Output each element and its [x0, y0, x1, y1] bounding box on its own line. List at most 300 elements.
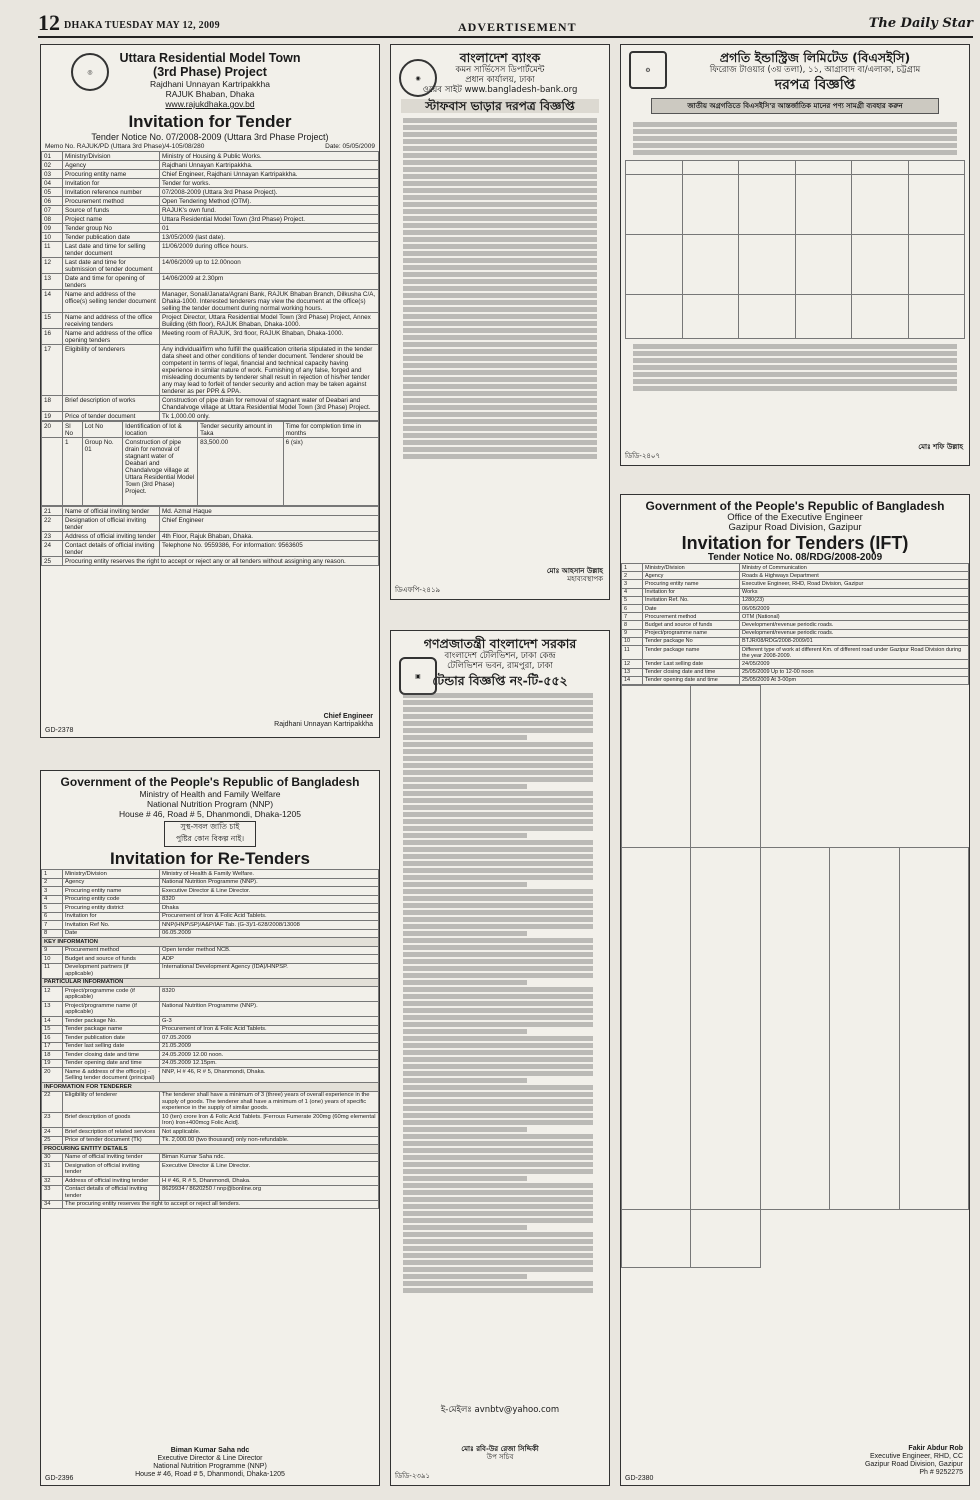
row-value: Works [740, 588, 969, 596]
gd-number: ডিডি-২৩৯১ [395, 1472, 431, 1480]
row-number: 23 [42, 532, 63, 541]
row-value: Executive Director & Line Director. [160, 887, 379, 896]
row-number: 03 [42, 170, 63, 179]
row-label: Price of tender document [63, 412, 160, 421]
table-row [42, 233, 379, 242]
table-row [42, 516, 379, 532]
row-label: Agency [63, 878, 160, 887]
row-label: Project/programme name (if applicable) [63, 1002, 160, 1017]
row-number: 14 [42, 1017, 63, 1026]
row-number: 16 [42, 1034, 63, 1043]
row-number: 20 [42, 1068, 63, 1083]
text-line [403, 798, 593, 803]
row-label: Budget and source of funds [63, 955, 160, 964]
gd-number: ডিএফপি-২৪১৯ [395, 586, 441, 594]
row-value: 11/06/2009 during office hours. [160, 242, 379, 258]
address: House # 46, Road # 5, Dhanmondi, Dhaka-1205 [119, 809, 301, 819]
row-number: 13 [42, 274, 63, 290]
org-address: RAJUK Bhaban, Dhaka [165, 89, 255, 99]
btv-tender-ad [390, 630, 610, 1486]
row-number: 01 [42, 152, 63, 161]
table-row [42, 215, 379, 224]
row-value: Ministry of Housing & Public Works. [160, 152, 379, 161]
row-label: Invitation Ref. No. [643, 596, 740, 604]
row-value: Not applicable. [160, 1128, 379, 1137]
text-line [403, 833, 527, 838]
table-row [42, 541, 379, 557]
text-line [403, 952, 593, 957]
table-row [622, 668, 969, 676]
row-number: 3 [42, 887, 63, 896]
row-value: International Development Agency (IDA)/HNPSP. [160, 963, 379, 978]
text-line [403, 847, 593, 852]
text-line [403, 707, 593, 712]
ad-title: বাংলাদেশ ব্যাংক [459, 50, 541, 65]
text-line [403, 1008, 593, 1013]
page-number: 12 [38, 10, 60, 35]
row-value: 07.05.2009 [160, 1034, 379, 1043]
row-number: 3 [622, 580, 643, 588]
text-line [403, 1022, 593, 1027]
signature-block [547, 567, 603, 583]
text-line [403, 791, 593, 796]
row-number: 34 [42, 1200, 63, 1209]
row-value: 24.05.2009 12.00 noon. [160, 1051, 379, 1060]
sig-name: মোঃ আহসান উল্লাহ [546, 567, 603, 575]
row-number: 32 [42, 1177, 63, 1186]
row-value: RAJUK's own fund. [160, 206, 379, 215]
table-row [42, 242, 379, 258]
row-label: Tender publication date [63, 1034, 160, 1043]
row-value: Roads & Highways Department [740, 572, 969, 580]
table-row [622, 588, 969, 596]
lot-head-lot: Lot No [82, 422, 123, 438]
row-number: 8 [622, 621, 643, 629]
address: টেলিভিশন ভবন, রামপুরা, ঢাকা [447, 661, 553, 671]
text-line [403, 1232, 593, 1237]
lot-table: 20 Sl No Lot No Identification of lot & location Tender security amount in Taka Time for completion time in months 1 Group No. 01 Construction of pipe drain for removal of stagnant water of Deabari and Chandalvoge village at Uttara Residential Model Town (3rd Phase) Project. 83,500.00 6 (six) [41, 421, 379, 506]
row-label: Contact details of official inviting tender [63, 1185, 160, 1200]
station: বাংলাদেশ টেলিভিশন, ঢাকা কেন্দ্র [444, 651, 556, 661]
row-value: 14/06/2009 up to 12.00noon [160, 258, 379, 274]
row-number: 7 [622, 613, 643, 621]
row-label: Project/programme name [643, 629, 740, 637]
org-website: www.rajukdhaka.gov.bd [165, 99, 255, 109]
text-line [403, 777, 593, 782]
row-label: The procuring entity reserves the right to accept or reject all tenders. [63, 1200, 379, 1209]
row-number: 17 [42, 1042, 63, 1051]
text-line [403, 1211, 593, 1216]
row-value: G-3 [160, 1017, 379, 1026]
row-value: Chief Engineer [160, 516, 379, 532]
row-number: 11 [622, 646, 643, 660]
row-number: 1 [42, 870, 63, 879]
text-line [403, 1134, 593, 1139]
sig-name: মোঃ রবি-উর রেজা সিদ্দিকী [461, 1445, 539, 1453]
table-row [42, 152, 379, 161]
section-heading: KEY INFORMATION [42, 938, 379, 947]
memo-number: Memo No. RAJUK/PD (Uttara 3rd Phase)/4-105/08/280 [45, 143, 205, 150]
text-line [403, 1015, 593, 1020]
row-value: Manager, Sonali/Janata/Agrani Bank, RAJUK Bhaban Branch, Dilkusha C/A, Dhaka-1000. Interested tenderers may view the document at the office(s) selling the tender document during normal working hours. [160, 290, 379, 313]
row-value: NNP, H # 46, R # 5, Dhanmondi, Dhaka. [160, 1068, 379, 1083]
row-number: 13 [622, 668, 643, 676]
row-number: 10 [42, 955, 63, 964]
row-value: 01 [160, 224, 379, 233]
row-label: Name of official inviting tender [63, 507, 160, 516]
row-value: National Nutrition Programme (NNP). [160, 1002, 379, 1017]
ad-title: Government of the People's Republic of Bangladesh [60, 775, 360, 789]
table-row [622, 637, 969, 645]
tender-table [41, 151, 379, 421]
text-line [403, 1204, 593, 1209]
row-label: Last date and time for selling tender document [63, 242, 160, 258]
row-number: 13 [42, 1002, 63, 1017]
row-value: Executive Director & Line Director. [160, 1162, 379, 1177]
table-row [42, 1185, 379, 1200]
slogan-1: সুস্থ-সবল জাতি চাই [180, 822, 240, 831]
text-line [403, 1001, 593, 1006]
row-label: Ministry/Division [63, 870, 160, 879]
ad-title: প্রগতি ইন্ডাস্ট্রিজ লিমিটেড (বিএসইসি) [719, 50, 911, 65]
page-header [38, 10, 973, 38]
text-line [403, 987, 593, 992]
table-row [42, 929, 379, 938]
table-row [42, 987, 379, 1002]
row-value: Tk 1,000.00 only. [160, 412, 379, 421]
row-number: 6 [42, 912, 63, 921]
row-value: 06/05/2009 [740, 605, 969, 613]
row-label: Invitation reference number [63, 188, 160, 197]
table-row [42, 290, 379, 313]
section-heading: PROCURING ENTITY DETAILS [42, 1145, 379, 1154]
row-label: Last date and time for submission of tender document [63, 258, 160, 274]
row-number: 7 [42, 921, 63, 930]
row-label: Name & address of the office(s) - Selling tender document (principal) [63, 1068, 160, 1083]
lot-sl: 1 [63, 438, 83, 506]
row-label: Procuring entity code [63, 895, 160, 904]
division: Gazipur Road Division, Gazipur [728, 522, 862, 533]
row-label: Project/programme code (if applicable) [63, 987, 160, 1002]
row-number: 02 [42, 161, 63, 170]
row-number: 12 [622, 660, 643, 668]
row-number: 31 [42, 1162, 63, 1177]
row-label: Brief description of related services [63, 1128, 160, 1137]
ad-heading: টেন্ডার বিজ্ঞপ্তি নং-টি-৫৫২ [432, 673, 568, 688]
items-table [625, 160, 965, 339]
bank-seal-icon: ◉ [399, 59, 437, 97]
text-line [403, 1064, 593, 1069]
row-value: Tender for works. [160, 179, 379, 188]
row-value: 8320 [160, 987, 379, 1002]
text-line [403, 1106, 593, 1111]
table-row [42, 946, 379, 955]
row-label: Procurement method [63, 946, 160, 955]
row-number: 18 [42, 396, 63, 412]
text-line [403, 861, 593, 866]
text-line [403, 868, 593, 873]
table-row [42, 1113, 379, 1128]
text-line [403, 1197, 593, 1202]
row-value: Dhaka [160, 904, 379, 913]
lot-identification: Construction of pipe drain for removal of stagnant water of Deabari and Chandalvoge village at Uttara Residential Model Town (3rd Phase) Project. [123, 438, 198, 506]
rajuk-seal-icon: ◎ [71, 53, 109, 91]
row-label: Tender opening date and time [643, 676, 740, 684]
signature-block [274, 713, 373, 729]
table-row [42, 1059, 379, 1068]
table-row [42, 412, 379, 421]
row-label: Name and address of the office opening tenders [63, 329, 160, 345]
section-row [42, 1145, 379, 1154]
text-line [403, 812, 593, 817]
text-line [403, 749, 593, 754]
text-line [403, 924, 593, 929]
text-line [403, 714, 593, 719]
text-line [403, 756, 593, 761]
row-value: Ministry of Health & Family Welfare. [160, 870, 379, 879]
sig-office: Gazipur Road Division, Gazipur [864, 1461, 963, 1468]
text-line [403, 1113, 593, 1118]
row-label: Source of funds [63, 206, 160, 215]
row-label: Tender closing date and time [643, 668, 740, 676]
row-value: 24.05.2009 12.15pm. [160, 1059, 379, 1068]
text-line [403, 1099, 593, 1104]
gazipur-rhd-ad [620, 494, 970, 1486]
memo-date: Date: 05/05/2009 [325, 143, 375, 150]
row-number: 24 [42, 1128, 63, 1137]
text-line [403, 875, 593, 880]
text-line [403, 742, 593, 747]
row-value: Uttara Residential Model Town (3rd Phase) Project. [160, 215, 379, 224]
text-line [403, 959, 593, 964]
table-row [42, 179, 379, 188]
table-row [622, 621, 969, 629]
table-row [42, 557, 379, 566]
text-line [403, 784, 527, 789]
sig-name: Biman Kumar Saha ndc [170, 1447, 250, 1454]
row-label: Agency [643, 572, 740, 580]
table-row [42, 955, 379, 964]
row-value: 10 (ten) crore Iron & Folic Acid Tablets. [Ferrous Fumerate 200mg (60mg elemental Iron) Iron+400mcg Folic Acid]. [160, 1113, 379, 1128]
sig-org: Rajdhani Unnayan Kartripakkha [274, 721, 373, 728]
text-line [403, 1078, 527, 1083]
row-number: 05 [42, 188, 63, 197]
text-line [403, 938, 593, 943]
gd-number: GD-2378 [45, 727, 74, 734]
row-value: Project Director, Uttara Residential Model Town (3rd Phase) Project, Annex Building (6th floor), RAJUK Bhaban, Dhaka-1000. [160, 313, 379, 329]
table-row [622, 564, 969, 572]
text-line [403, 1057, 593, 1062]
gd-number: ডিডি-২৪০৭ [625, 452, 661, 460]
table-row [42, 1025, 379, 1034]
row-label: Address of official inviting tender [63, 532, 160, 541]
row-label: Development partners (if applicable) [63, 963, 160, 978]
table-row [42, 1091, 379, 1113]
row-value: Md. Azmal Haque [160, 507, 379, 516]
text-line [403, 721, 593, 726]
row-value: ADP [160, 955, 379, 964]
row-number: 11 [42, 242, 63, 258]
ad-title: গণপ্রজাতন্ত্রী বাংলাদেশ সরকার [423, 636, 577, 651]
table-row [42, 1162, 379, 1177]
text-line [403, 700, 593, 705]
row-value: 24/05/2009 [740, 660, 969, 668]
table-row [622, 613, 969, 621]
row-number: 2 [622, 572, 643, 580]
text-line [403, 980, 527, 985]
row-value: 1280(23) [740, 596, 969, 604]
ministry: Ministry of Health and Family Welfare [139, 789, 281, 799]
text-line [403, 1141, 593, 1146]
tender-table [41, 869, 379, 1209]
row-label: Procuring entity name [643, 580, 740, 588]
table-row [42, 1042, 379, 1051]
text-line [403, 945, 593, 950]
table-row [622, 596, 969, 604]
row-number: 5 [622, 596, 643, 604]
row-value: Biman Kumar Saha ndc. [160, 1153, 379, 1162]
row-number: 4 [42, 895, 63, 904]
table-row [622, 629, 969, 637]
progoti-industries-ad [620, 44, 970, 466]
program: National Nutrition Program (NNP) [146, 799, 274, 809]
row-number: 10 [42, 233, 63, 242]
table-row [42, 1017, 379, 1026]
tender-notice: Tender Notice No. 08/RDG/2008-2009 [707, 552, 883, 563]
table-row [42, 507, 379, 516]
row-number: 06 [42, 197, 63, 206]
row-number: 21 [42, 507, 63, 516]
office: Office of the Executive Engineer [727, 512, 863, 523]
table-row [42, 1034, 379, 1043]
row-label: Tender closing date and time [63, 1051, 160, 1060]
table-row [42, 274, 379, 290]
text-line [403, 917, 593, 922]
row-label: Price of tender document (Tk) [63, 1136, 160, 1145]
table-row [42, 1128, 379, 1137]
row-number: 10 [622, 637, 643, 645]
dateline: DHAKA TUESDAY MAY 12, 2009 [64, 20, 220, 31]
table-row [42, 345, 379, 396]
text-line [403, 1148, 593, 1153]
row-number: 22 [42, 516, 63, 532]
row-value: Ministry of Communication [740, 564, 969, 572]
row-number: 15 [42, 313, 63, 329]
row-value: OTM (National) [740, 613, 969, 621]
row-value: H # 46, R # 5, Dhanmondi, Dhaka. [160, 1177, 379, 1186]
ad-heading: Invitation for Re-Tenders [110, 849, 310, 868]
ad-heading: Invitation for Tenders (IFT) [681, 533, 909, 553]
lot-head-id: Identification of lot & location [123, 422, 198, 438]
row-number: 24 [42, 541, 63, 557]
row-label: Tender package name [643, 646, 740, 660]
row-label: Procuring entity name [63, 170, 160, 179]
table-row [42, 870, 379, 879]
table-row [42, 329, 379, 345]
body-text [391, 688, 609, 1298]
text-line [403, 1281, 593, 1286]
sig-name: Fakir Abdur Rob [908, 1445, 963, 1452]
text-line [403, 889, 593, 894]
text-line [403, 1274, 527, 1279]
table-row [42, 921, 379, 930]
text-line [403, 735, 527, 740]
table-row [42, 170, 379, 179]
row-number: 16 [42, 329, 63, 345]
row-value: Development/revenue periodic roads. [740, 629, 969, 637]
row-number: 15 [42, 1025, 63, 1034]
row-number: 8 [42, 929, 63, 938]
row-number: 30 [42, 1153, 63, 1162]
row-number: 9 [42, 946, 63, 955]
row-value: 8629934 / 8620250 / nnp@bonline.org [160, 1185, 379, 1200]
row-number: 6 [622, 605, 643, 613]
row-value: 21.05.2009 [160, 1042, 379, 1051]
text-line [403, 1169, 593, 1174]
row-number: 14 [622, 676, 643, 684]
text-line [403, 1162, 593, 1167]
sig-title: Executive Engineer, RHD, CC [870, 1453, 963, 1460]
row-label: Brief description of works [63, 396, 160, 412]
sig-title: Chief Engineer [323, 713, 373, 720]
row-label: Procuring entity reserves the right to accept or reject any or all tenders without assigning any reason. [63, 557, 379, 566]
slogan-2: পুষ্টির কোন বিকল্প নাই। [175, 834, 245, 843]
body-text [391, 113, 609, 464]
text-line [403, 1127, 527, 1132]
website: ওয়েব সাইট www.bangladesh-bank.org [422, 85, 578, 95]
row-label: Invitation for [63, 179, 160, 188]
row-number: 18 [42, 1051, 63, 1060]
table-row [42, 1200, 379, 1209]
table-row [42, 1051, 379, 1060]
text-line [403, 1029, 527, 1034]
row-label: Address of official inviting tender [63, 1177, 160, 1186]
text-line [403, 826, 593, 831]
ad-heading: স্টাফবাস ভাড়ার দরপত্র বিজ্ঞপ্তি [401, 99, 599, 113]
text-line [403, 994, 593, 999]
row-value: Procurement of Iron & Folic Acid Tablets. [160, 912, 379, 921]
row-value: Open Tendering Method (OTM). [160, 197, 379, 206]
row-number: 19 [42, 412, 63, 421]
signature-block [918, 443, 963, 451]
row-label: Eligibility of tenderer [63, 1091, 160, 1113]
row-value: Different type of work at different Km. of different road under Gazipur Road Division during the year 2008-2009. [740, 646, 969, 660]
section-heading: PARTICULAR INFORMATION [42, 978, 379, 987]
row-number: 5 [42, 904, 63, 913]
text-line [403, 693, 593, 698]
gd-number: GD-2396 [45, 1475, 74, 1482]
text-line [403, 805, 593, 810]
nnp-retender-ad [40, 770, 380, 1486]
contact-email: ই-মেইলঃ avnbtv@yahoo.com [440, 1405, 560, 1415]
text-line [403, 854, 593, 859]
row-number: 22 [42, 1091, 63, 1113]
row-value: 13/05/2009 (last date). [160, 233, 379, 242]
row-number: 25 [42, 1136, 63, 1145]
footer-text [621, 339, 969, 396]
section-heading: INFORMATION FOR TENDERER [42, 1083, 379, 1092]
row-value: 4th Floor, Rajuk Bhaban, Dhaka. [160, 532, 379, 541]
row-value: Telephone No. 9559386, For information: 9563605 [160, 541, 379, 557]
text-line [403, 1253, 593, 1258]
row-number: 4 [622, 588, 643, 596]
row-value: 25/05/2009 Up to 12-00 noon [740, 668, 969, 676]
table-row [42, 161, 379, 170]
row-number: 11 [42, 963, 63, 978]
ad-heading: দরপত্র বিজ্ঞপ্তি [774, 77, 856, 93]
row-label: Invitation Ref No. [63, 921, 160, 930]
section-row [42, 938, 379, 947]
